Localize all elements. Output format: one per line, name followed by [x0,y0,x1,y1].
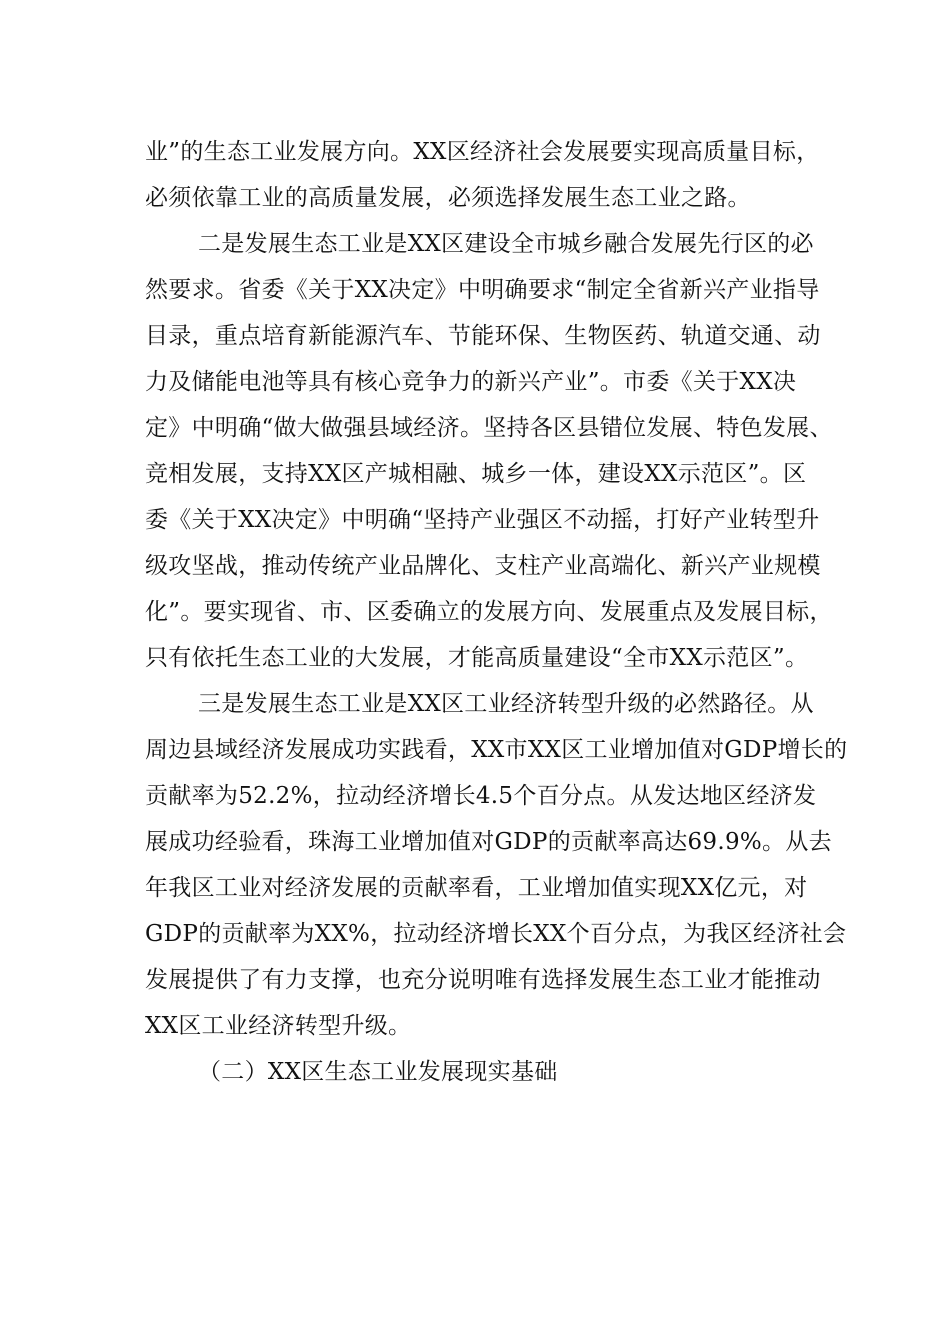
paragraph-line: 业”的生态工业发展方向。XX区经济社会发展要实现高质量目标， [145,139,820,165]
paragraph-line: GDP的贡献率为XX%，拉动经济增长XX个百分点，为我区经济社会 [145,921,847,947]
paragraph-line: 定》中明确“做大做强县域经济。坚持各区县错位发展、特色发展、 [145,415,833,441]
paragraph-line: 委《关于XX决定》中明确“坚持产业强区不动摇，打好产业转型升 [145,507,820,533]
paragraph-line: 展成功经验看，珠海工业增加值对GDP的贡献率高达69.9%。从去 [145,829,832,855]
paragraph-line: 只有依托生态工业的大发展，才能高质量建设“全市XX示范区”。 [145,645,809,671]
paragraph-line: 力及储能电池等具有核心竞争力的新兴产业”。市委《关于XX决 [145,369,797,395]
paragraph-line: 必须依靠工业的高质量发展，必须选择发展生态工业之路。 [145,185,751,211]
paragraph-line: 贡献率为52.2%，拉动经济增长4.5个百分点。从发达地区经济发 [145,783,817,809]
paragraph-line: 级攻坚战，推动传统产业品牌化、支柱产业高端化、新兴产业规模 [145,553,821,579]
paragraph-line: 目录，重点培育新能源汽车、节能环保、生物医药、轨道交通、动 [145,323,821,349]
paragraph-line: 然要求。省委《关于XX决定》中明确要求“制定全省新兴产业指导 [145,277,820,303]
paragraph-first-line: 二是发展生态工业是XX区建设全市城乡融合发展先行区的必 [198,231,814,257]
paragraph-line: 周边县域经济发展成功实践看，XX市XX区工业增加值对GDP增长的 [145,737,848,763]
paragraph-line: XX区工业经济转型升级。 [145,1013,412,1039]
paragraph-line: 发展提供了有力支撑，也充分说明唯有选择发展生态工业才能推动 [145,967,821,993]
paragraph-line: 化”。要实现省、市、区委确立的发展方向、发展重点及发展目标， [145,599,833,625]
paragraph-first-line: 三是发展生态工业是XX区工业经济转型升级的必然路径。从 [198,691,814,717]
paragraph-line: 竞相发展，支持XX区产城相融、城乡一体，建设XX示范区”。区 [145,461,807,487]
section-heading: （二）XX区生态工业发展现实基础 [198,1059,558,1085]
paragraph-line: 年我区工业对经济发展的贡献率看，工业增加值实现XX亿元，对 [145,875,808,901]
